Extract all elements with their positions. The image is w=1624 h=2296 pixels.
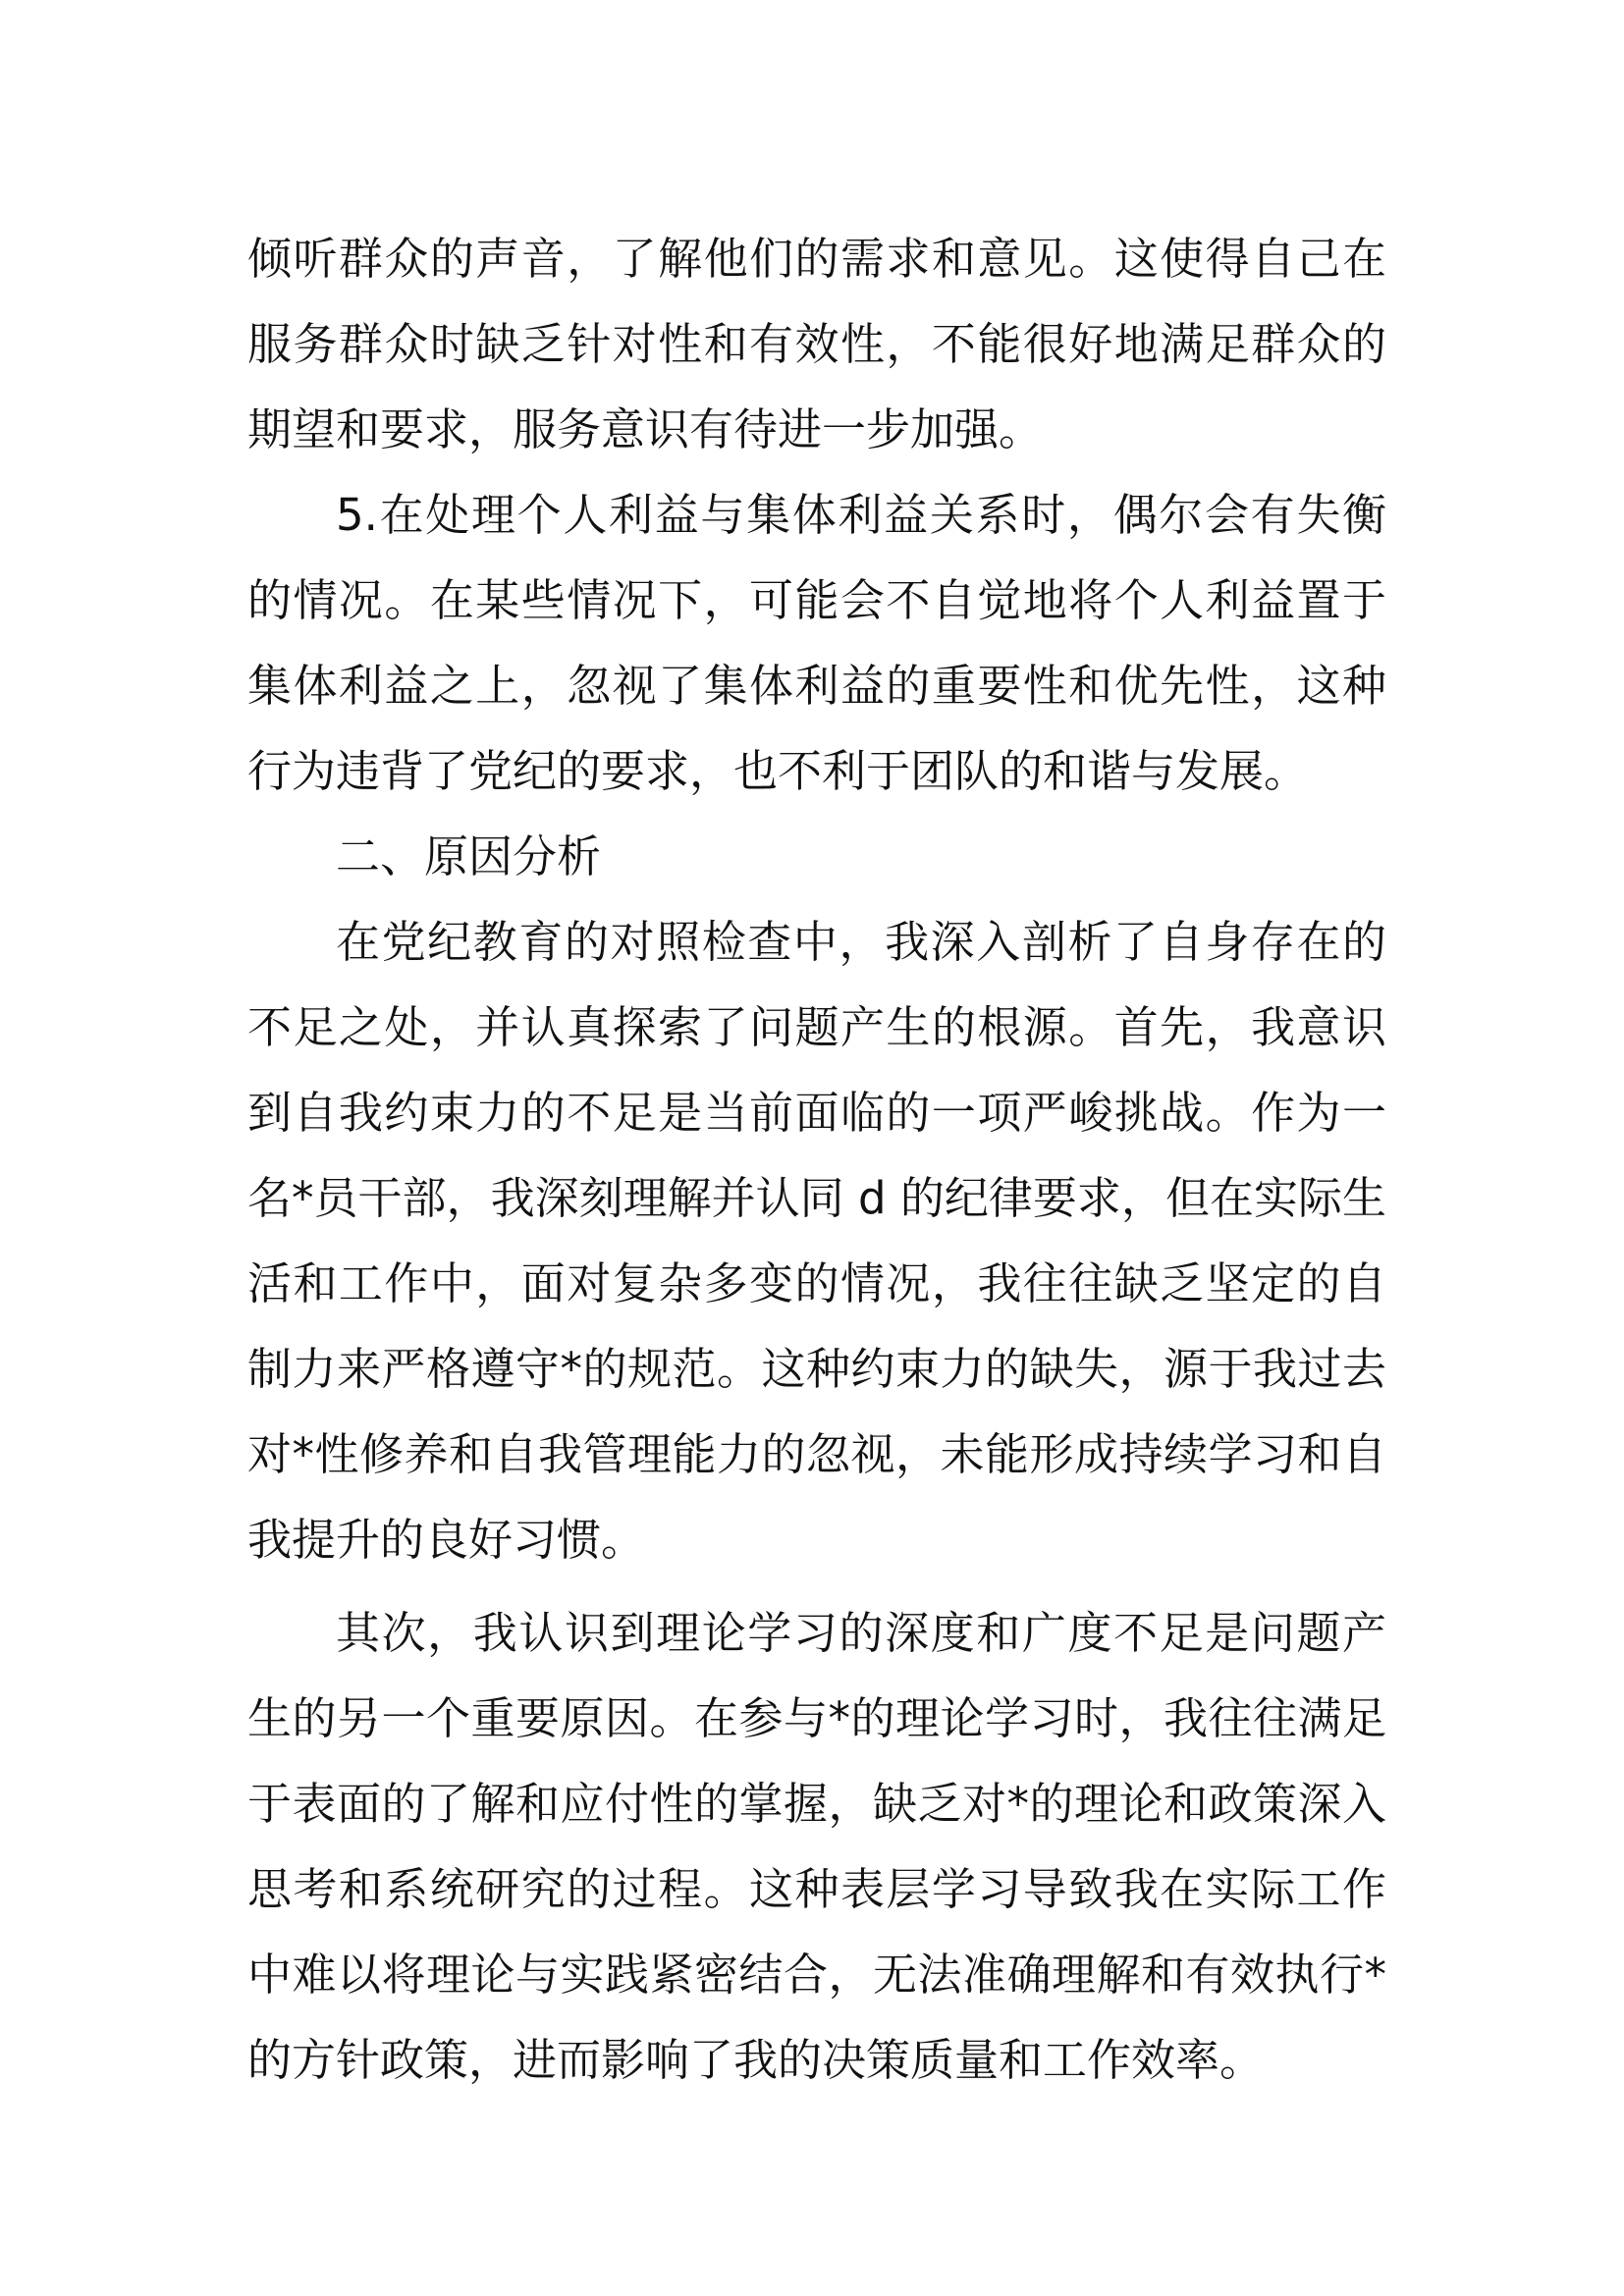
document-body — [247, 216, 1386, 2103]
paragraph-cause-1: 在党纪教育的对照检查中，我深入剖析了自身存在的不足之处，并认真探索了问题产生的根源。首先，我意识到自我约束力的不足是当前面临的一项严峻挑战。作为一名*员干部，我深刻理解并认同 d 的纪律要求，但在实际生活和工作中，面对复杂多变的情况，我往往缺乏坚定的自制力来严格遵守*的规范。这种约束力的缺失，源于我过去对*性修养和自我管理能力的忽视，未能形成持续学习和自我提升的良好习惯。 — [247, 916, 1386, 1566]
paragraph-cause-2: 其次，我认识到理论学习的深度和广度不足是问题产生的另一个重要原因。在参与*的理论学习时，我往往满足于表面的了解和应付性的掌握，缺乏对*的理论和政策深入思考和系统研究的过程。这种表层学习导致我在实际工作中难以将理论与实践紧密结合，无法准确理解和有效执行*的方针政策，进而影响了我的决策质量和工作效率。 — [247, 1607, 1386, 2086]
paragraph-item-5: 5.在处理个人利益与集体利益关系时，偶尔会有失衡的情况。在某些情况下，可能会不自觉地将个人利益置于集体利益之上，忽视了集体利益的重要性和优先性，这种行为违背了党纪的要求，也不利于团队的和谐与发展。 — [247, 489, 1386, 797]
section-heading: 二、原因分析 — [336, 830, 602, 882]
paragraph-continued: 倾听群众的声音，了解他们的需求和意见。这使得自己在服务群众时缺乏针对性和有效性，不能很好地满足群众的期望和要求，服务意识有待进一步加强。 — [247, 233, 1386, 455]
